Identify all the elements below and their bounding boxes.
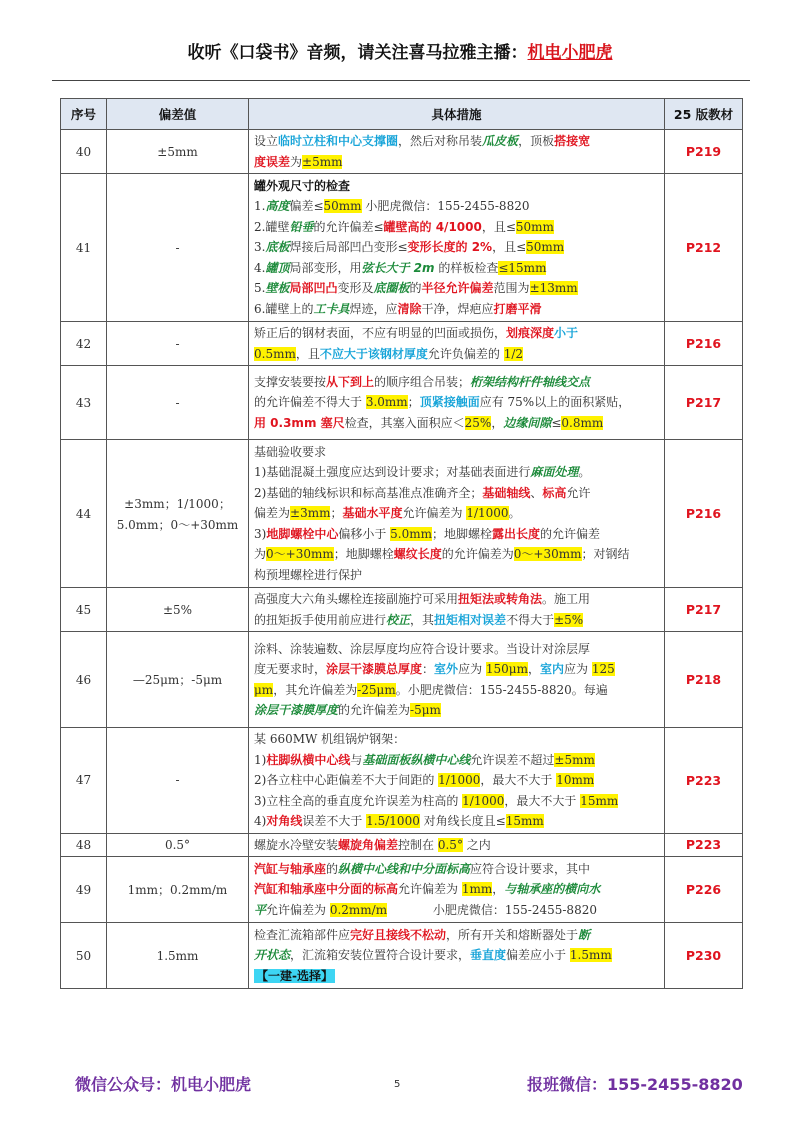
measure-segment: 柱脚纵横中心线: [266, 752, 351, 767]
measure-segment: 打磨平滑: [493, 301, 542, 316]
deviation-value: [107, 588, 249, 632]
measure-segment: ，其: [410, 612, 435, 627]
measure-segment: ±5%: [554, 612, 584, 627]
measure-segment: 偏差≤: [289, 199, 324, 214]
measure-segment: 搭接宽: [554, 134, 591, 148]
row-number: 46: [61, 632, 107, 728]
measure-segment: 15mm: [505, 814, 544, 828]
measure-segment: 焊迹，应: [349, 301, 398, 316]
measure-segment: 允许: [566, 485, 591, 500]
measure-line: [254, 152, 660, 173]
measure-segment: 的允许偏差为: [338, 703, 411, 717]
measure-line: [254, 483, 660, 504]
measure-line: [254, 196, 660, 217]
measure-segment: 3.: [254, 240, 266, 255]
deviation-value: [107, 632, 249, 728]
col-header-number: 序号: [61, 99, 107, 130]
deviation-value-line: 1mm；0.2mm/m: [127, 883, 228, 897]
measure-segment: 5.: [254, 281, 266, 296]
row-number: 47: [61, 728, 107, 834]
deviation-value-line: -: [175, 240, 180, 255]
measure-segment: 麻面处理: [530, 465, 579, 480]
measure-line: [254, 811, 660, 832]
measure-segment: 应为: [564, 662, 592, 676]
row-number: 42: [61, 322, 107, 366]
page-number: 5: [394, 1079, 401, 1090]
measure-segment: 高度: [265, 199, 290, 214]
table-row: [61, 322, 743, 366]
measure-segment: ，且≤: [492, 240, 527, 255]
deviation-value-line: —25μm；-5μm: [132, 673, 223, 687]
measure-segment: ±3mm: [290, 506, 331, 521]
measure-segment: 2)基础的轴线标识和标高基准点准确齐全；: [254, 485, 483, 500]
row-number: 41: [61, 174, 107, 322]
measure-segment: 垂直度: [470, 948, 507, 963]
deviation-value-line: 1.5mm: [156, 948, 199, 963]
measure-segment: 从下到上: [326, 374, 375, 389]
row-number: 43: [61, 366, 107, 440]
measure-segment: ，且≤: [481, 219, 516, 234]
measure-line: [254, 217, 660, 238]
textbook-page-ref: P217: [665, 366, 743, 440]
measure-segment: -5μm: [410, 703, 441, 717]
footer-enroll-contact: 报班微信：155-2455-8820: [527, 1075, 743, 1094]
measure-segment: 涂层干漆膜厚度: [254, 703, 339, 717]
table-row: [61, 728, 743, 834]
measure-line: [254, 237, 660, 258]
measure-segment: 5.0mm: [390, 526, 433, 541]
measure-segment: 汽缸和轴承座中分面的标高: [254, 882, 399, 897]
measure-text: [249, 322, 665, 366]
measure-segment: 设立: [254, 134, 279, 148]
measure-segment: ，其允许偏差为: [273, 682, 358, 697]
measure-line: [254, 372, 660, 393]
measure-segment: 0.2mm/m: [329, 902, 388, 917]
measure-segment: 工卡具: [313, 301, 350, 316]
measure-segment: 标高: [542, 485, 567, 500]
measure-segment: 控制在: [398, 837, 438, 852]
header-brand-link[interactable]: 机电小肥虎: [527, 43, 613, 63]
measure-segment: 基础轴线: [482, 485, 531, 500]
measure-segment: -25μm: [357, 682, 396, 697]
measure-segment: 。: [578, 465, 591, 480]
page-header: [0, 38, 800, 63]
measure-segment: 临时立柱和中心支撑圈: [278, 134, 399, 148]
measure-segment: 1.5mm: [569, 948, 612, 963]
textbook-page-ref: P217: [665, 588, 743, 632]
measure-segment: ，所有开关和熔断器处于: [446, 927, 579, 942]
deviation-value-line: -: [175, 395, 180, 410]
measure-segment: 应有 75%以上的面积紧贴，: [479, 395, 631, 410]
measure-segment: 室外: [434, 662, 459, 676]
measure-segment: ；: [330, 506, 343, 521]
measure-segment: 。: [508, 506, 521, 521]
measure-segment: 0～+30mm: [266, 547, 334, 562]
measure-line: [254, 639, 660, 660]
measure-line: [254, 770, 660, 791]
table-row: [61, 174, 743, 322]
textbook-page-ref: P223: [665, 833, 743, 857]
deviation-table: [60, 98, 743, 989]
measure-segment: 允许偏差为: [402, 506, 467, 521]
measure-segment: μm: [254, 682, 274, 697]
deviation-value: [107, 174, 249, 322]
measure-segment: 开状态: [254, 948, 291, 963]
measure-segment: ；对钢结: [581, 547, 630, 562]
measure-segment: 的样板检查: [434, 260, 499, 275]
measure-segment: 。施工用: [542, 592, 591, 606]
textbook-page-ref: P226: [665, 857, 743, 923]
measure-segment: 允许误差不超过: [470, 752, 555, 767]
row-number: 50: [61, 923, 107, 989]
measure-segment: 误差不大于: [302, 814, 367, 828]
measure-segment: 2)各立柱中心距偏差不大于间距的: [254, 773, 439, 787]
measure-segment: 高强度大六角头螺栓连接副施拧可采用: [254, 592, 459, 606]
measure-segment: ，最大不大于: [504, 793, 581, 808]
measure-segment: 划痕深度: [506, 326, 555, 340]
measure-segment: 15mm: [580, 793, 619, 808]
measure-line: [254, 299, 660, 320]
deviation-value: [107, 923, 249, 989]
measure-segment: 顶紧接触面: [419, 395, 480, 410]
measure-segment: 1/2: [503, 346, 524, 361]
measure-segment: 150μm: [485, 662, 528, 676]
measure-segment: 范围为: [493, 281, 530, 296]
measure-segment: 扭矩法或转角法: [458, 592, 543, 606]
deviation-value-line: ±5mm: [157, 144, 198, 159]
measure-segment: 偏差应小于: [506, 948, 570, 963]
col-header-textbook: 25 版教材: [665, 99, 743, 130]
measure-segment: 之内: [462, 837, 491, 852]
measure-segment: 1)基础混凝土强度应达到设计要求；对基础表面进行: [254, 465, 531, 480]
measure-segment: 露出长度: [492, 526, 541, 541]
measure-segment: 与: [350, 752, 363, 767]
category-tag: 【一建-选择】: [256, 968, 333, 983]
measure-line: [254, 524, 660, 545]
measure-segment: 构预埋螺栓进行保护: [254, 567, 363, 582]
measure-segment: 的允许偏差为: [441, 547, 514, 562]
measure-segment: 扭矩相对误差: [434, 612, 507, 627]
table-row: [61, 857, 743, 923]
measure-segment: 、: [530, 485, 543, 500]
measure-line: [254, 565, 660, 586]
measure-segment: ，: [527, 662, 540, 676]
measure-segment: 的扭矩扳手使用前应进行: [254, 612, 387, 627]
measure-line: [254, 413, 660, 434]
measure-segment: 基础面板纵横中心线: [362, 752, 471, 767]
measure-segment: 应为: [458, 662, 486, 676]
measure-text: [249, 588, 665, 632]
measure-segment: 汽缸与轴承座: [254, 861, 327, 876]
measure-segment: 与轴承座的横向水: [504, 882, 601, 897]
table-row: [61, 923, 743, 989]
deviation-value: [107, 130, 249, 174]
measure-line: [254, 750, 660, 771]
measure-segment: 底圈板: [373, 281, 410, 296]
measure-line: [254, 680, 660, 701]
deviation-value: [107, 322, 249, 366]
measure-segment: 不得大于: [506, 612, 555, 627]
measure-segment: 0.8mm: [561, 415, 604, 430]
measure-text: [249, 440, 665, 588]
measure-line: [254, 835, 660, 856]
col-header-deviation: 偏差值: [107, 99, 249, 130]
row-number: 45: [61, 588, 107, 632]
measure-segment: 应符合设计要求，其中: [470, 861, 591, 876]
measure-line: [254, 258, 660, 279]
footer-wechat-public: 微信公众号：机电小肥虎: [75, 1075, 252, 1094]
deviation-value-line: -: [175, 336, 180, 351]
row-number: 49: [61, 857, 107, 923]
textbook-page-ref: P212: [665, 174, 743, 322]
measure-segment: 3): [254, 526, 267, 541]
measure-segment: 1): [254, 752, 267, 767]
measure-segment: 的: [326, 861, 339, 876]
measure-segment: 边缘间隙: [503, 415, 552, 430]
measure-text: [249, 632, 665, 728]
measure-segment: 罐外观尺寸的检查: [254, 178, 351, 193]
table-row: [61, 366, 743, 440]
measure-line: [254, 392, 660, 413]
measure-segment: 0.5mm: [254, 346, 296, 361]
deviation-value: [107, 728, 249, 834]
textbook-page-ref: P230: [665, 923, 743, 989]
measure-segment: 1.5/1000: [366, 814, 420, 828]
measure-segment: 50mm: [323, 199, 362, 214]
measure-segment: 用 0.3mm 塞尺: [254, 415, 345, 430]
measure-segment: ，且: [295, 346, 320, 361]
measure-segment: 桁架结构杆件轴线交点: [470, 374, 591, 389]
measure-segment: 校正: [386, 612, 411, 627]
measure-line: [254, 925, 660, 946]
measure-segment: 局部凹凸: [289, 281, 338, 296]
deviation-value-line: 0.5°: [164, 837, 191, 852]
measure-segment: 允许偏差为: [266, 902, 330, 917]
measure-segment: 壁板: [265, 281, 290, 296]
measure-segment: 1/1000: [438, 773, 481, 787]
measure-text: [249, 833, 665, 857]
measure-line: [254, 278, 660, 299]
deviation-value: [107, 366, 249, 440]
measure-line: [254, 700, 660, 721]
deviation-value: [107, 857, 249, 923]
measure-segment: 涂料、涂装遍数、涂层厚度均应符合设计要求。当设计对涂层厚: [254, 641, 591, 656]
measure-segment: 完好且接线不松动: [350, 927, 447, 942]
measure-segment: ≤: [551, 415, 562, 430]
measure-segment: 涂层干漆膜总厚度: [326, 662, 423, 676]
table-row: [61, 632, 743, 728]
measure-segment: 不应大于该钢材厚度: [319, 346, 428, 361]
measure-segment: 瓜皮板: [482, 134, 519, 148]
measure-text: [249, 857, 665, 923]
measure-line: [254, 131, 660, 152]
measure-segment: 的允许偏差不得大于: [254, 395, 366, 410]
measure-segment: 偏差为: [254, 506, 291, 521]
measure-line: [254, 462, 660, 483]
measure-segment: 4): [254, 814, 267, 828]
measure-segment: 的允许偏差≤: [313, 219, 384, 234]
measure-segment: 1/1000: [462, 793, 505, 808]
measure-segment: 对角线: [266, 814, 303, 828]
textbook-page-ref: P216: [665, 322, 743, 366]
table-row: [61, 588, 743, 632]
measure-line: [254, 945, 660, 966]
measure-line: [254, 442, 660, 463]
measure-segment: 矫正后的钢材表面，不应有明显的凹面或损伤，: [254, 326, 507, 340]
measure-segment: 纵横中心线和中分面标高: [338, 861, 471, 876]
measure-segment: 小于: [554, 326, 579, 340]
measure-text: [249, 923, 665, 989]
measure-segment: 。小肥虎微信：155-2455-8820。每遍: [395, 682, 608, 697]
measure-segment: 1mm: [461, 882, 493, 897]
measure-segment: 变形长度的 2%: [407, 240, 493, 255]
measure-line: [254, 589, 660, 610]
measure-line: [254, 859, 660, 880]
measure-segment: 25%: [464, 415, 492, 430]
measure-segment: ，: [492, 882, 505, 897]
row-number: 40: [61, 130, 107, 174]
measure-segment: ：: [422, 662, 435, 676]
measure-segment: 2.罐壁: [254, 219, 290, 234]
measure-segment: 为: [290, 154, 303, 169]
measure-segment: 平: [254, 902, 267, 917]
measure-segment: 50mm: [515, 219, 554, 234]
measure-segment: ，汇流箱安装位置符合设计要求，: [290, 948, 471, 963]
measure-segment: ±5mm: [302, 154, 343, 169]
measure-segment: 偏移小于: [338, 526, 391, 541]
measure-segment: 1/1000: [466, 506, 509, 521]
measure-segment: ，顶板: [518, 134, 555, 148]
measure-line: [254, 879, 660, 900]
measure-line: [254, 791, 660, 812]
measure-segment: ；: [407, 395, 420, 410]
measure-segment: ≤15mm: [498, 260, 547, 275]
measure-segment: 基础验收要求: [254, 444, 327, 459]
measure-segment: 检查，其塞入面积应＜: [344, 415, 465, 430]
measure-segment: 度无要求时，: [254, 662, 327, 676]
measure-segment: 度误差: [254, 154, 291, 169]
measure-segment: 允许负偏差的: [427, 346, 504, 361]
measure-line: [254, 659, 660, 680]
measure-line: [254, 503, 660, 524]
measure-segment: 地脚螺栓中心: [266, 526, 339, 541]
measure-segment: ；地脚螺栓: [333, 547, 394, 562]
table-row: [61, 130, 743, 174]
measure-line: [254, 610, 660, 631]
header-divider: [52, 80, 750, 81]
measure-segment: 铅垂: [289, 219, 314, 234]
measure-segment: 螺纹长度: [393, 547, 442, 562]
measure-segment: 某 660MW 机组锅炉钢架：: [254, 732, 406, 746]
measure-segment: 半径允许偏差: [421, 281, 494, 296]
table-body: [61, 130, 743, 989]
measure-text: [249, 728, 665, 834]
measure-segment: ，最大不大于: [480, 773, 557, 787]
measure-segment: 的顺序组合吊装；: [374, 374, 471, 389]
row-number: 44: [61, 440, 107, 588]
measure-segment: 的: [409, 281, 422, 296]
measure-segment: 1.: [254, 199, 266, 214]
measure-segment: ±5mm: [554, 752, 595, 767]
measure-line: [254, 176, 660, 197]
measure-segment: 基础水平度: [342, 506, 403, 521]
measure-text: [249, 130, 665, 174]
deviation-value-line: 5.0mm；0～+30mm: [116, 517, 239, 532]
textbook-page-ref: P218: [665, 632, 743, 728]
measure-segment: 罐顶: [265, 260, 290, 275]
measure-line: [254, 729, 660, 750]
measure-segment: 焊接后局部凹凸变形≤: [289, 240, 408, 255]
measure-line: [254, 900, 660, 921]
textbook-page-ref: P216: [665, 440, 743, 588]
table-header-row: [61, 99, 743, 130]
measure-segment: 125: [591, 662, 615, 676]
measure-segment: 3)立柱全高的垂直度允许误差为柱高的: [254, 793, 463, 808]
measure-segment: 螺旋角偏差: [338, 837, 399, 852]
deviation-value: [107, 833, 249, 857]
measure-segment: 为: [254, 547, 267, 562]
measure-segment: 允许偏差为: [398, 882, 462, 897]
measure-segment: 断: [578, 927, 591, 942]
measure-segment: 6.罐壁上的: [254, 301, 314, 316]
measure-line: [254, 966, 660, 987]
measure-segment: 4.: [254, 260, 266, 275]
measure-line: [254, 323, 660, 344]
textbook-page-ref: P223: [665, 728, 743, 834]
row-number: 48: [61, 833, 107, 857]
measure-segment: 变形及: [337, 281, 374, 296]
measure-segment: 10mm: [556, 773, 595, 787]
measure-segment: 清除: [397, 301, 422, 316]
measure-segment: ，然后对称吊装: [398, 134, 483, 148]
deviation-value-line: -: [175, 773, 180, 788]
header-title: 收听《口袋书》音频，请关注喜马拉雅主播：: [187, 43, 528, 63]
measure-segment: 的允许偏差: [540, 526, 601, 541]
deviation-value-line: ±5%: [162, 602, 193, 617]
deviation-value: [107, 440, 249, 588]
table-row: [61, 833, 743, 857]
measure-segment: ±13mm: [529, 281, 578, 296]
measure-segment: ；地脚螺栓: [432, 526, 493, 541]
measure-text: [249, 366, 665, 440]
measure-segment: 0～+30mm: [513, 547, 582, 562]
measure-segment: 支撑安装要按: [254, 374, 327, 389]
measure-segment: 小肥虎微信：155-2455-8820: [361, 199, 530, 214]
col-header-measures: 具体措施: [249, 99, 665, 130]
measure-line: [254, 344, 660, 365]
deviation-value-line: ±3mm；1/1000；: [124, 496, 231, 511]
measure-segment: 检查汇流箱部件应: [254, 927, 351, 942]
measure-segment: 室内: [540, 662, 565, 676]
measure-segment: 罐壁高的 4/1000: [383, 219, 482, 234]
measure-text: [249, 174, 665, 322]
measure-segment: 干净，焊疤应: [421, 301, 494, 316]
table-row: [61, 440, 743, 588]
measure-segment: 50mm: [526, 240, 565, 255]
measure-line: [254, 544, 660, 565]
measure-segment: 弦长大于 2m: [361, 260, 435, 275]
measure-segment: 小肥虎微信：155-2455-8820: [387, 902, 597, 917]
textbook-page-ref: P219: [665, 130, 743, 174]
measure-segment: 3.0mm: [365, 395, 408, 410]
measure-segment: 局部变形，用: [289, 260, 362, 275]
measure-segment: 底板: [265, 240, 290, 255]
measure-segment: 螺旋水冷壁安装: [254, 837, 339, 852]
measure-segment: 0.5°: [437, 837, 463, 852]
measure-segment: 对角线长度且≤: [419, 814, 506, 828]
measure-segment: ，: [491, 415, 504, 430]
